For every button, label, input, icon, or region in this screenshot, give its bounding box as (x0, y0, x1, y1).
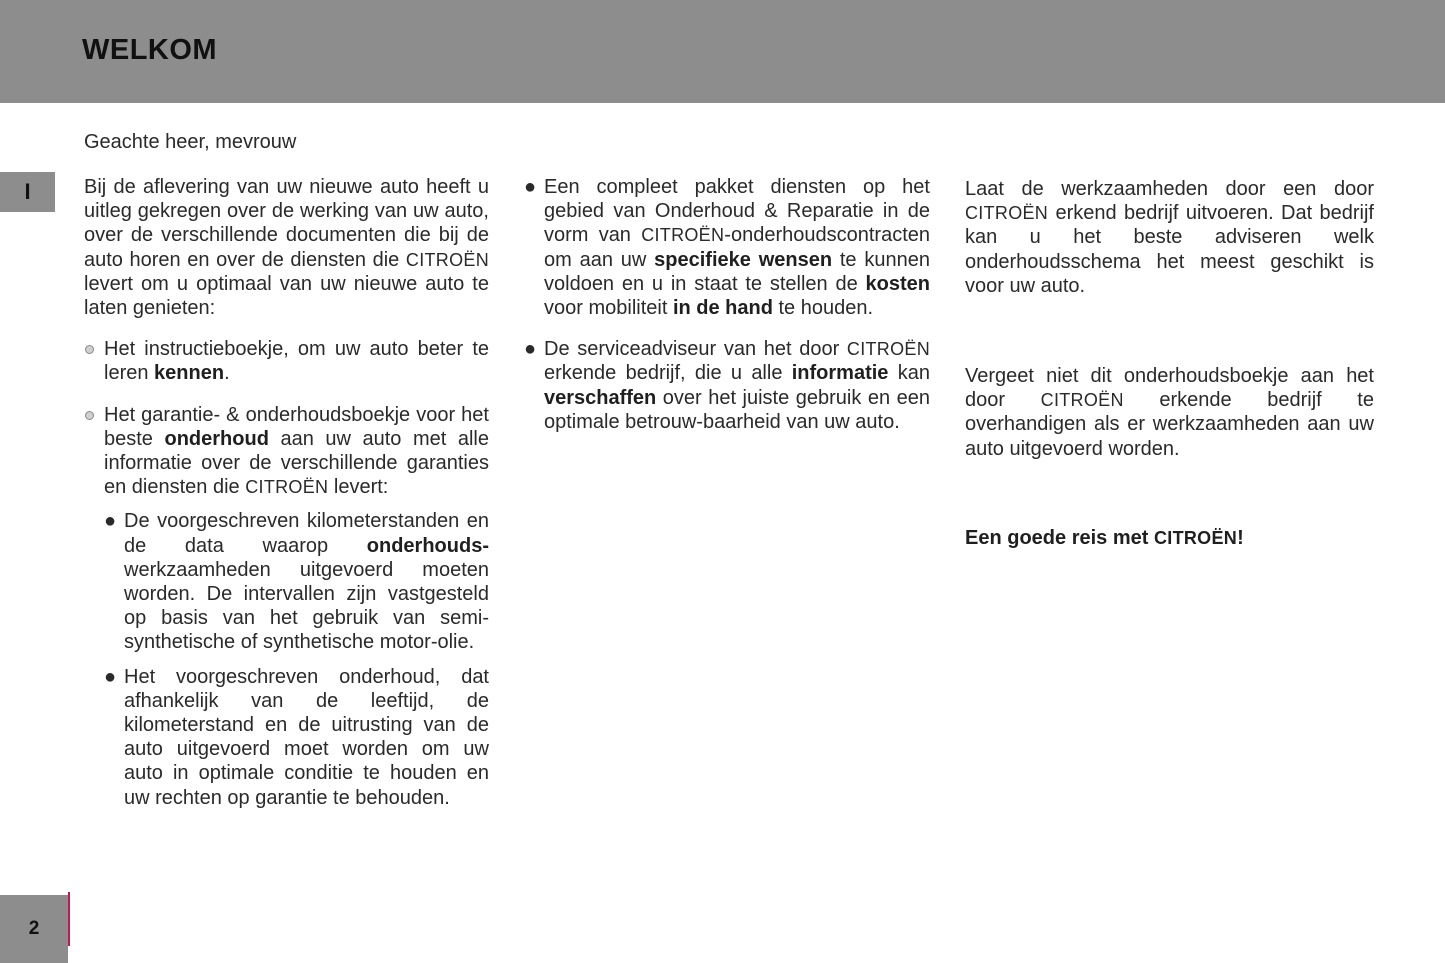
sub-list-item: ● De voorgeschreven kilometerstanden en de data waarop onderhouds-werkzaamheden uitgevoerd moeten worden. De intervallen zijn vastgesteld op basis van het gebruik van semi-synthetische of synthetische motor-olie. (104, 510, 489, 654)
sub-list-item: ● Het voorgeschreven onderhoud, dat afhankelijk van de leeftijd, de kilometerstand en de uitrusting van de auto uitgevoerd moet worden om uw auto in optimale conditie te houden en uw rechten op garantie te behouden. (104, 665, 489, 809)
brand-name: CITROËN (965, 203, 1049, 224)
bullet-icon: ● (104, 665, 117, 688)
page-marker-line (68, 892, 70, 946)
header-bar (0, 0, 1445, 103)
bullet-icon (85, 411, 94, 420)
list-item: Het garantie- & onderhoudsboekje voor het beste onderhoud aan uw auto met alle informatie over de verschillende garanties en diensten die CITROËN levert: ● De voorgeschreven kilometerstanden en de data waarop onderhouds-werkzaamheden uitgevoerd moeten worden. De intervallen zijn vastgesteld op basis van het gebruik van semi-synthetische of synthetische motor-olie. ● Het voorgeschreven onderhoud, dat afhankelijk van de leeftijd, de kilometerstand en de uitrusting van de auto uitgevoerd moet worden om uw auto in optimale conditie te houden en uw rechten op garantie te behouden. (84, 403, 489, 810)
bullet-icon: ● (524, 176, 537, 198)
brand-name: CITROËN (1040, 390, 1124, 411)
brand-name: CITROËN (245, 477, 329, 498)
closing-line: Een goede reis met CITROËN! (965, 526, 1244, 549)
brand-name: CITROËN (641, 225, 725, 246)
list-item: ● De serviceadviseur van het door CITROËN erkende bedrijf, die u alle informatie kan verschaffen over het juiste gebruik en een optimale betrouw-baarheid van uw auto. (524, 338, 930, 433)
column-2 (524, 175, 930, 434)
bullet-icon: ● (524, 338, 537, 361)
brand-name: CITROËN (1153, 527, 1238, 548)
list-item: Het instructieboekje, om uw auto beter te leren kennen. (84, 337, 489, 385)
column-3 (965, 177, 1374, 550)
intro-paragraph: Bij de aflevering van uw nieuwe auto heeft u uitleg gekregen over de werking van uw auto, over de verschillende documenten die bij de auto horen en over de diensten die CITROËN levert om u optimaal van uw nieuwe auto te laten genieten: (84, 176, 489, 320)
brand-name: CITROËN (405, 249, 489, 270)
section-tab: I (0, 172, 55, 212)
brand-name: CITROËN (846, 339, 930, 360)
list-item: ● Een compleet pakket diensten op het gebied van Onderhoud & Reparatie in de vorm van CITROËN-onderhoudscontracten om aan uw specifieke wensen te kunnen voldoen en u in staat te stellen de kosten voor mobiliteit in de hand te houden. (524, 176, 930, 320)
page-title: WELKOM (82, 34, 218, 66)
paragraph: Laat de werkzaamheden door een door CITROËN erkend bedrijf uitvoeren. Dat bedrijf kan u het beste adviseren welk onderhoudsschema het meest geschikt is voor uw auto. (965, 178, 1374, 297)
salutation: Geachte heer, mevrouw (84, 131, 297, 153)
paragraph: Vergeet niet dit onderhoudsboekje aan het door CITROËN erkende bedrijf te overhandigen als er werkzaamheden aan uw auto uitgevoerd worden. (965, 365, 1374, 460)
page-number: 2 (0, 895, 68, 963)
bullet-icon (85, 345, 94, 354)
column-1 (84, 175, 489, 810)
bullet-icon: ● (104, 510, 117, 533)
